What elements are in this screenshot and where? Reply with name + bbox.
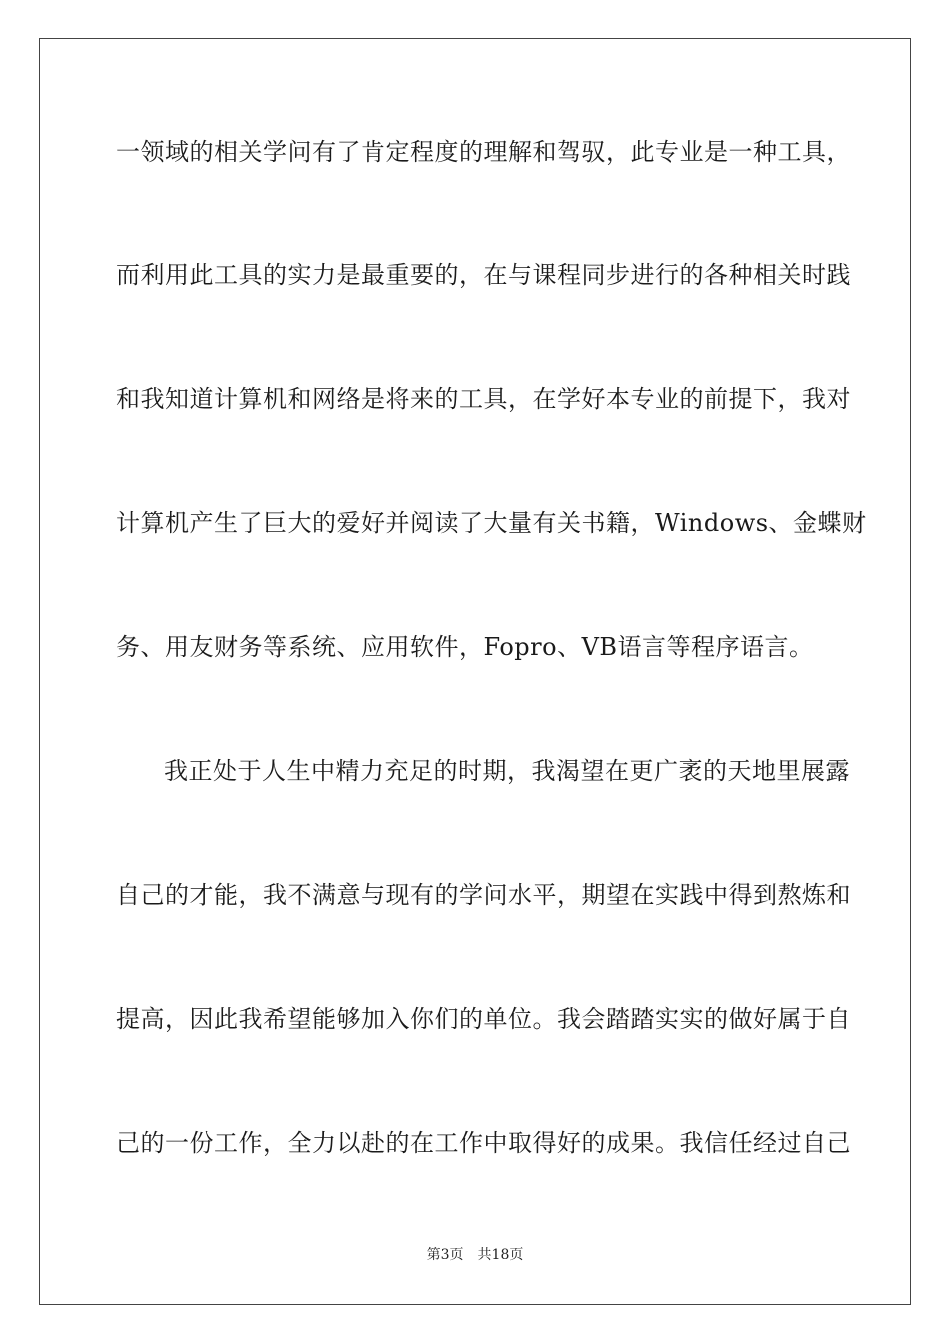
body-text-line: 务、用友财务等系统、应用软件，Fopro、VB语言等程序语言。 xyxy=(116,633,814,661)
body-text-line: 一领域的相关学问有了肯定程度的理解和驾驭，此专业是一种工具， xyxy=(116,138,851,166)
page-number-footer: 第3页 共18页 xyxy=(426,1247,524,1263)
body-text-line: 己的一份工作，全力以赴的在工作中取得好的成果。我信任经过自己 xyxy=(116,1129,851,1157)
page-border xyxy=(39,38,911,1305)
body-text-line: 和我知道计算机和网络是将来的工具，在学好本专业的前提下，我对 xyxy=(116,385,851,413)
body-text-line: 而利用此工具的实力是最重要的，在与课程同步进行的各种相关时践 xyxy=(116,261,851,289)
paragraph-first-line: 我正处于人生中精力充足的时期，我渴望在更广袤的天地里展露 xyxy=(164,757,850,785)
body-text-line: 计算机产生了巨大的爱好并阅读了大量有关书籍，Windows、金蝶财 xyxy=(116,509,867,537)
body-text-line: 提高，因此我希望能够加入你们的单位。我会踏踏实实的做好属于自 xyxy=(116,1005,851,1033)
body-text-line: 自己的才能，我不满意与现有的学问水平，期望在实践中得到熬炼和 xyxy=(116,881,851,909)
